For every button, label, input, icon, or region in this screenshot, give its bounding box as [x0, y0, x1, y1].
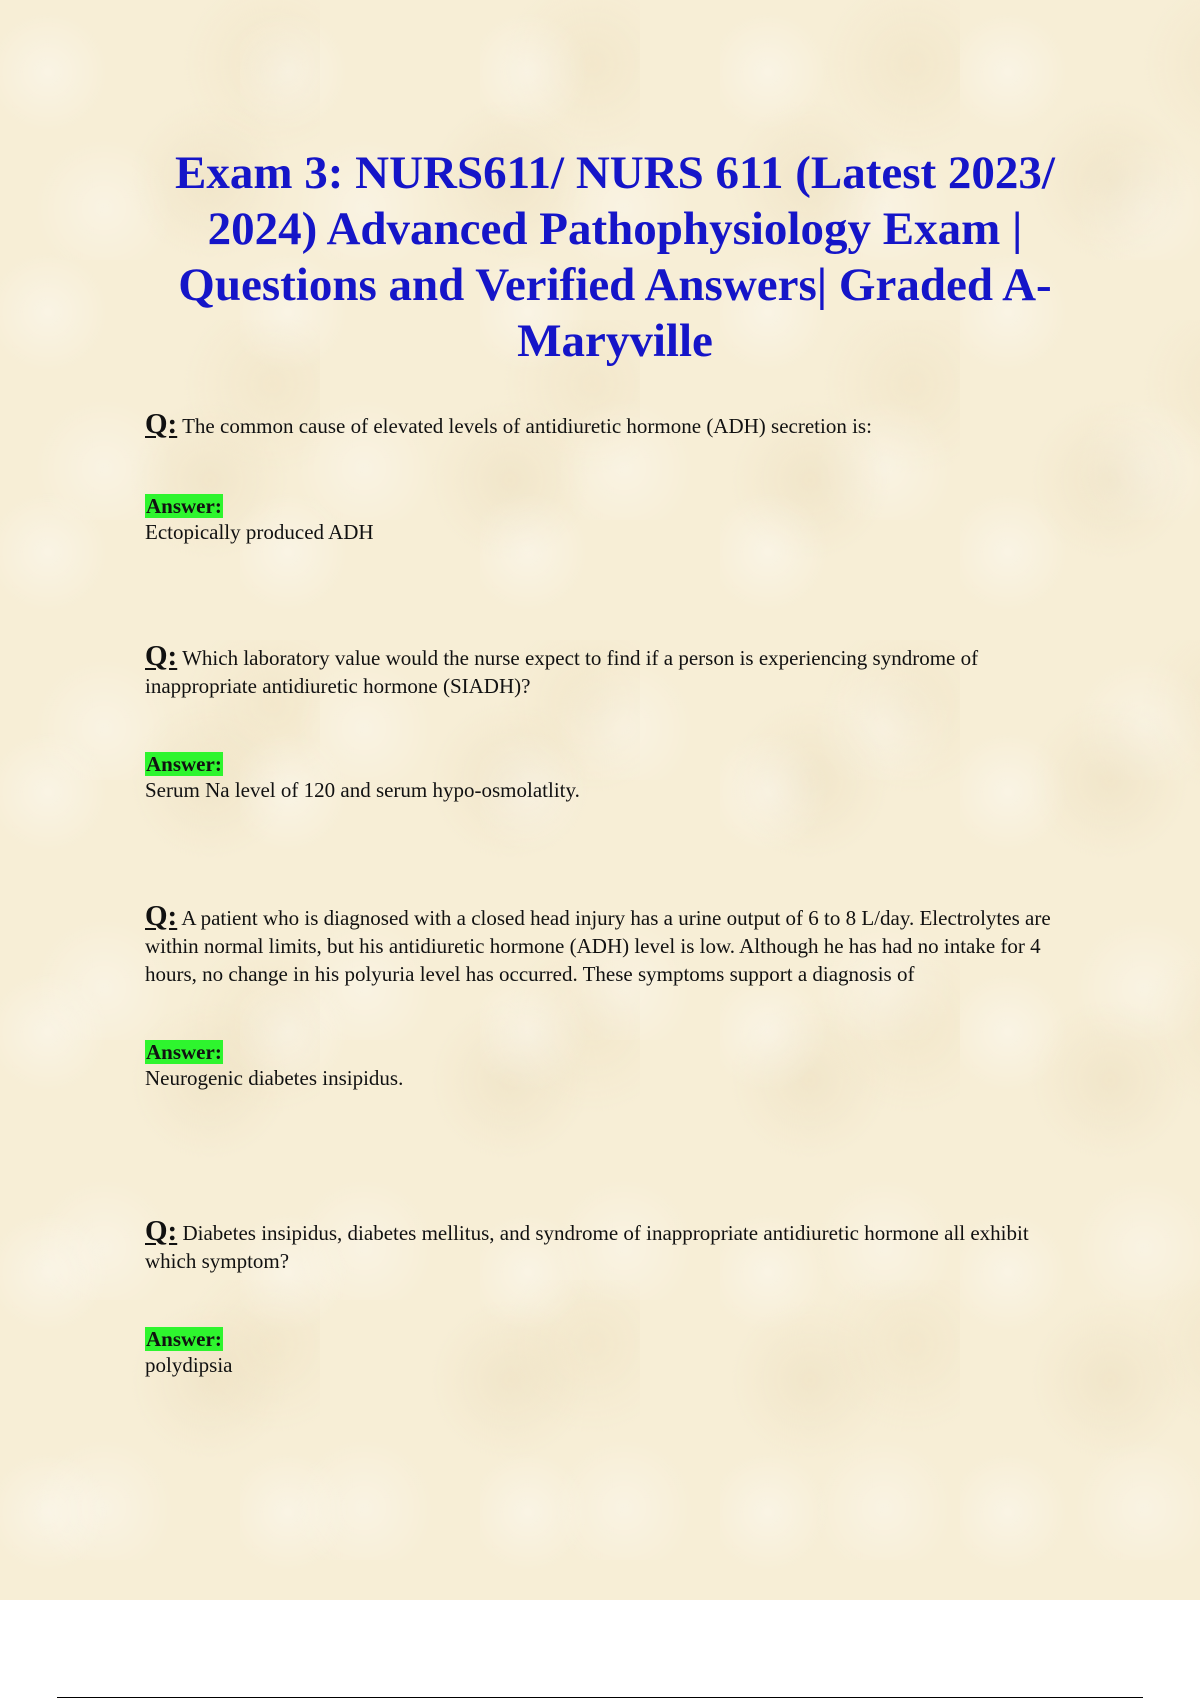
answer-text: polydipsia — [145, 1353, 233, 1377]
answer-label: Answer: — [146, 494, 222, 518]
qa-item-4 — [145, 1217, 1085, 1379]
answer-label: Answer: — [146, 752, 222, 776]
page-bottom-rule — [57, 1697, 1143, 1698]
question-text: A patient who is diagnosed with a closed head injury has a urine output of 6 to 8 L/day. Electrolytes are within normal limits, but his antidiuretic hormone (ADH) level is low. Although he has had no intake for 4 hours, no change in his polyuria level has occurred. These symptoms support a diagnosis of — [145, 906, 1051, 986]
question-1 — [145, 410, 1085, 440]
question-3 — [145, 902, 1085, 988]
question-text: Which laboratory value would the nurse expect to find if a person is experiencing syndrome of inappropriate antidiuretic hormone (SIADH)? — [145, 646, 979, 698]
question-text: Diabetes insipidus, diabetes mellitus, and syndrome of inappropriate antidiuretic hormone all exhibit which symptom? — [145, 1221, 1029, 1273]
answer-label: Answer: — [146, 1327, 222, 1351]
answer-text: Neurogenic diabetes insipidus. — [145, 1066, 404, 1090]
question-4 — [145, 1217, 1085, 1275]
question-marker: Q: — [145, 640, 178, 672]
document-title: Exam 3: NURS611/ NURS 611 (Latest 2023/ 2024) Advanced Pathophysiology Exam | Questions and Verified Answers| Graded A- Maryville — [175, 147, 1055, 367]
answer-label: Answer: — [146, 1040, 222, 1064]
question-marker: Q: — [145, 900, 178, 932]
answer-text: Ectopically produced ADH — [145, 520, 374, 544]
qa-item-3 — [145, 902, 1085, 1092]
document-content — [145, 145, 1085, 1377]
question-text: The common cause of elevated levels of antidiuretic hormone (ADH) secretion is: — [182, 414, 872, 438]
qa-item-1 — [145, 410, 1085, 546]
answer-text: Serum Na level of 120 and serum hypo-osmolatlity. — [145, 778, 580, 802]
question-2 — [145, 642, 1085, 700]
qa-item-2 — [145, 642, 1085, 804]
question-marker: Q: — [145, 1215, 178, 1247]
question-marker: Q: — [145, 408, 178, 440]
